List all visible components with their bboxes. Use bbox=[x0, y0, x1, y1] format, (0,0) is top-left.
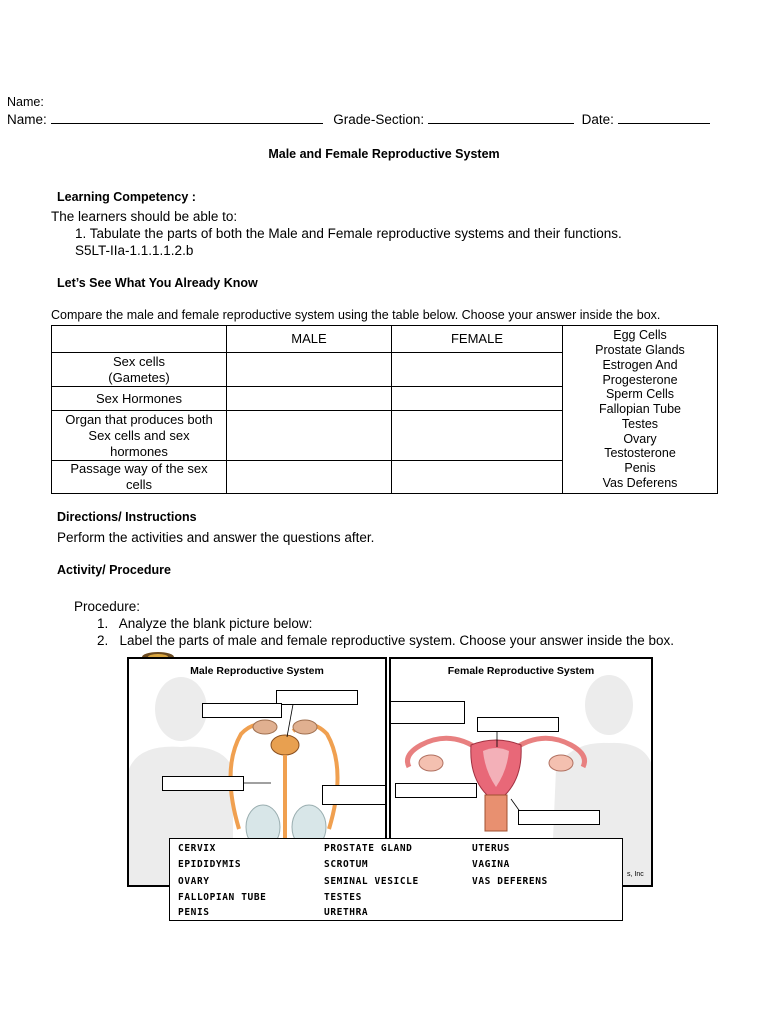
row-label-line: cells bbox=[125, 477, 152, 492]
answer-cell-male[interactable] bbox=[227, 461, 392, 494]
date-label: Date: bbox=[581, 112, 614, 127]
grade-section-label: Grade-Section: bbox=[333, 112, 425, 127]
choice-item: Estrogen And bbox=[602, 357, 678, 372]
image-credit: s, Inc bbox=[627, 871, 644, 878]
procedure-step: 2. Label the parts of male and female reproductive system. Choose your answer inside the box. bbox=[97, 633, 675, 648]
choice-item: Egg Cells bbox=[613, 328, 667, 343]
table-header-male: MALE bbox=[227, 326, 392, 353]
label-blank[interactable] bbox=[395, 783, 477, 798]
label-blank[interactable] bbox=[202, 703, 282, 718]
choice-item: Testosterone bbox=[604, 446, 676, 461]
choice-item: Penis bbox=[624, 461, 656, 476]
answer-cell-male[interactable] bbox=[227, 411, 392, 461]
answer-cell-male[interactable] bbox=[227, 353, 392, 387]
row-label-line: Sex cells bbox=[112, 353, 166, 369]
choice-item: Fallopian Tube bbox=[598, 402, 681, 417]
label-blank[interactable] bbox=[276, 690, 358, 705]
word-bank-item: CERVIX bbox=[178, 843, 216, 854]
label-blank[interactable] bbox=[477, 717, 559, 732]
row-label-line: Passage way of the sex bbox=[70, 461, 208, 476]
directions-text: Perform the activities and answer the questions after. bbox=[57, 530, 375, 545]
choice-item: Progesterone bbox=[602, 372, 678, 387]
row-label-passage-way bbox=[52, 461, 227, 494]
date-blank[interactable] bbox=[618, 111, 710, 124]
procedure-step: 1. Analyze the blank picture below: bbox=[97, 616, 313, 631]
procedure-steps bbox=[97, 615, 674, 649]
choice-item: Prostate Glands bbox=[595, 342, 685, 357]
page-title: Male and Female Reproductive System bbox=[268, 147, 500, 161]
already-know-heading: Let’s See What You Already Know bbox=[57, 276, 258, 290]
row-label-line: Organ that produces both bbox=[65, 411, 213, 427]
word-bank-item: PENIS bbox=[178, 907, 210, 918]
learning-code: S5LT-IIa-1.1.1.1.2.b bbox=[75, 243, 194, 258]
label-blank[interactable] bbox=[389, 701, 465, 724]
table-header-row bbox=[52, 326, 718, 353]
already-know-instruction: Compare the male and female reproductive system using the table below. Choose your answer inside the box. bbox=[51, 308, 661, 322]
procedure-label: Procedure: bbox=[74, 599, 141, 614]
word-bank-item: PROSTATE GLAND bbox=[324, 843, 413, 854]
row-label-organ bbox=[52, 411, 227, 461]
label-blank[interactable] bbox=[322, 785, 387, 805]
word-bank-item: URETHRA bbox=[324, 907, 369, 918]
word-bank-item: EPIDIDYMIS bbox=[178, 859, 242, 870]
answer-cell-female[interactable] bbox=[392, 353, 563, 387]
answer-cell-female[interactable] bbox=[392, 411, 563, 461]
row-label-line: hormones bbox=[110, 443, 168, 459]
name-label-top: Name: bbox=[7, 95, 44, 109]
word-bank-item: VAS DEFERENS bbox=[472, 876, 548, 887]
word-bank-item: SEMINAL VESICLE bbox=[324, 876, 419, 887]
word-bank-box bbox=[169, 838, 623, 921]
name-blank[interactable] bbox=[51, 111, 323, 124]
answer-cell-male[interactable] bbox=[227, 387, 392, 411]
directions-heading: Directions/ Instructions bbox=[57, 510, 197, 524]
word-bank-item: TESTES bbox=[324, 892, 362, 903]
row-label-line: (Gametes) bbox=[108, 369, 170, 385]
word-bank-item: OVARY bbox=[178, 876, 210, 887]
choice-item: Vas Deferens bbox=[602, 476, 678, 491]
answer-cell-female[interactable] bbox=[392, 387, 563, 411]
name-label: Name: bbox=[7, 112, 47, 127]
header-fields-line bbox=[7, 111, 710, 127]
grade-section-blank[interactable] bbox=[428, 111, 574, 124]
row-label-sex-cells bbox=[52, 353, 227, 387]
label-blank[interactable] bbox=[162, 776, 244, 791]
activity-heading: Activity/ Procedure bbox=[57, 563, 171, 577]
learning-competency-heading: Learning Competency : bbox=[57, 190, 196, 204]
comparison-table bbox=[51, 325, 718, 494]
choice-item: Ovary bbox=[623, 431, 657, 446]
row-label-sex-hormones bbox=[52, 387, 227, 411]
learning-item: 1. Tabulate the parts of both the Male and Female reproductive systems and their functions. bbox=[75, 226, 622, 241]
word-bank-item: FALLOPIAN TUBE bbox=[178, 892, 267, 903]
choice-item: Testes bbox=[621, 416, 659, 431]
word-bank-item: UTERUS bbox=[472, 843, 510, 854]
learning-intro: The learners should be able to: bbox=[51, 209, 238, 224]
label-blank[interactable] bbox=[518, 810, 600, 825]
table-corner-cell bbox=[52, 326, 227, 353]
choices-box bbox=[563, 326, 718, 494]
table-header-female: FEMALE bbox=[392, 326, 563, 353]
male-panel-title: Male Reproductive System bbox=[190, 665, 324, 677]
choice-item: Sperm Cells bbox=[605, 387, 675, 402]
row-label-line: Sex Hormones bbox=[96, 390, 182, 406]
word-bank-item: SCROTUM bbox=[324, 859, 369, 870]
female-panel-title: Female Reproductive System bbox=[447, 665, 595, 677]
answer-cell-female[interactable] bbox=[392, 461, 563, 494]
word-bank-item: VAGINA bbox=[472, 859, 510, 870]
row-label-line: Sex cells and sex bbox=[88, 427, 190, 443]
